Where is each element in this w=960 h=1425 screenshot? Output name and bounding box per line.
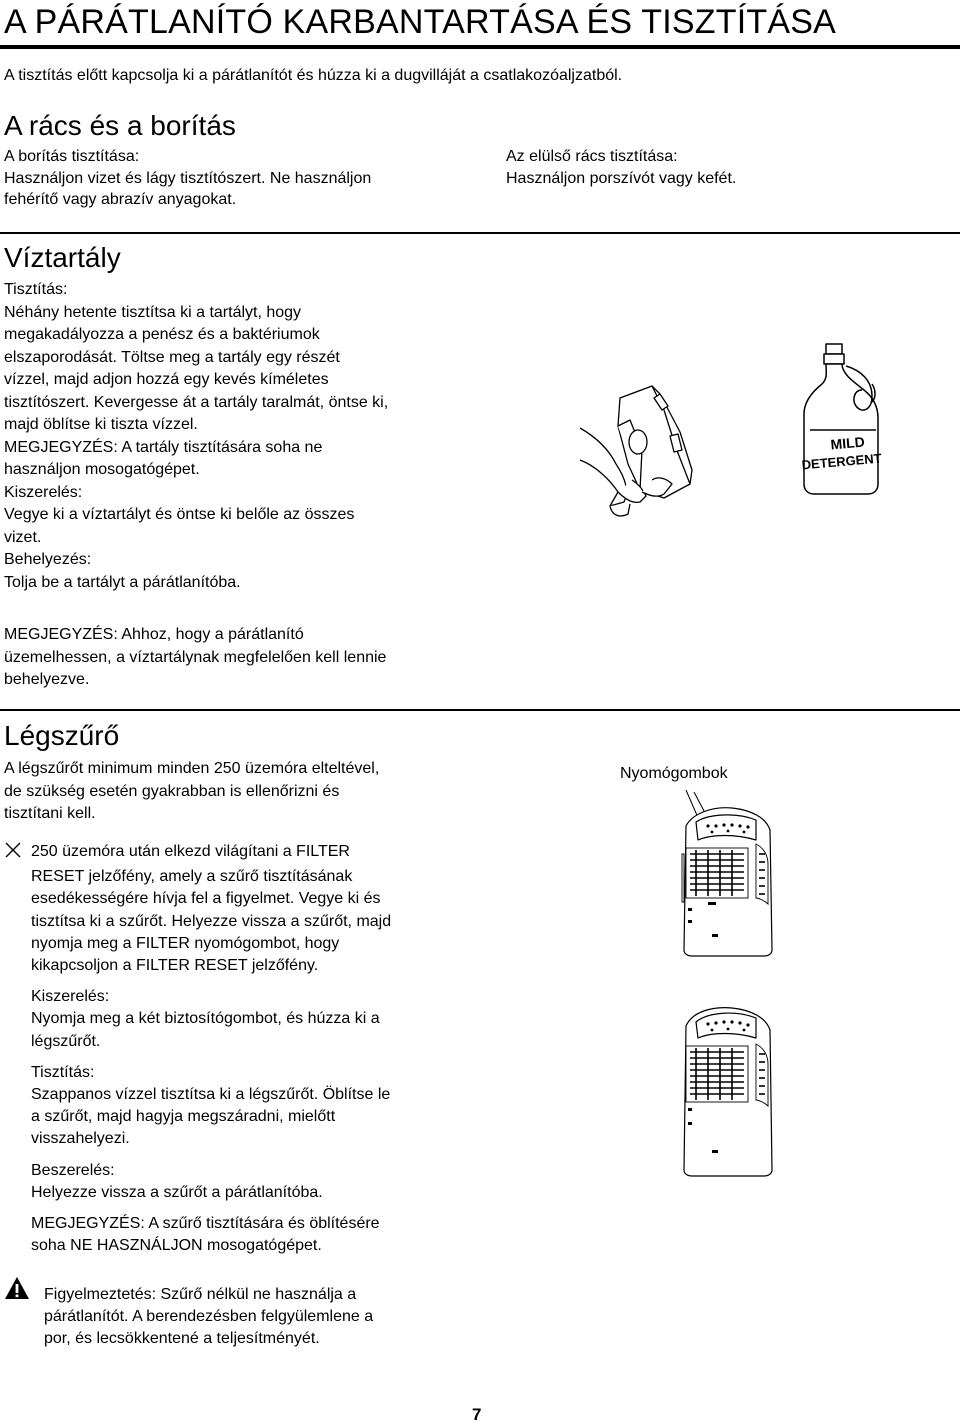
filter-bullet-line: esedékességére hívja fel a figyelmet. Vegye ki és (31, 890, 381, 908)
filter-bullet-line: 250 üzemóra után elkezd világítani a FILTER (31, 843, 350, 860)
section-heading-tank: Víztartály (4, 242, 121, 273)
filter-note-line: soha NE HASZNÁLJON mosogatógépet. (31, 1237, 322, 1255)
filter-bullet-line: RESET jelzőfény, amely a szűrő tisztításának (31, 868, 353, 886)
tank-cleaning-line: tisztítószert. Kevergesse át a tartály taralmát, öntse ki, (4, 393, 389, 411)
filter-cleaning-line: a szűrőt, majd hagyja megszáradni, mielőtt (31, 1108, 336, 1126)
indicator-light-icon (4, 841, 22, 859)
dehumidifier-front-illustration (672, 784, 782, 960)
tank-cleaning-label: Tisztítás: (4, 281, 68, 298)
warning-line: por, és lecsökkentené a teljesítményét. (44, 1330, 320, 1347)
tank-cleaning-line: elszaporodását. Töltse meg a tartály egy részét (4, 348, 340, 366)
filter-cleaning-line: Szappanos vízzel tisztítsa ki a légszűrőt. Öblítse le (31, 1086, 391, 1104)
filter-intro-line: de szükség esetén gyakrabban is ellenőrizni és (4, 782, 340, 800)
tank-cleaning-line: majd öblítse ki tiszta vízzel. (4, 416, 198, 433)
tank-note-line: MEGJEGYZÉS: A tartály tisztítására soha ne (4, 438, 323, 456)
section-rule (0, 709, 960, 711)
warning-line: Figyelmeztetés: Szűrő nélkül ne használja a (44, 1286, 357, 1303)
tank-note2-line: MEGJEGYZÉS: Ahhoz, hogy a párátlanító (4, 626, 304, 643)
filter-intro-block (4, 758, 379, 826)
front-grille-label: Az elülső rács tisztítása: (506, 148, 678, 165)
filter-bullet-line: nyomja meg a FILTER nyomógombot, hogy (31, 934, 340, 952)
front-grille-block (506, 146, 736, 189)
tank-cleaning-line: Néhány hetente tisztítsa ki a tartályt, hogy (4, 303, 302, 321)
filter-install-label: Beszerelés: (31, 1161, 115, 1179)
filter-removal-label: Kiszerelés: (31, 988, 110, 1006)
tank-cleaning-line: megakadályozza a penész és a baktériumok (4, 326, 320, 343)
page-title: A PÁRÁTLANÍTÓ KARBANTARTÁSA ÉS TISZTÍTÁSA (4, 3, 836, 41)
buttons-callout-label: Nyomógombok (620, 765, 728, 782)
warning-text-block (44, 1284, 373, 1350)
bottle-label-mild: MILD (829, 433, 866, 453)
dehumidifier-filter-illustration (672, 1000, 782, 1180)
tank-removal-line: Vegye ki a víztartályt és öntse ki belőle az összes (4, 506, 355, 523)
cover-cleaning-label: A borítás tisztítása: (4, 148, 140, 165)
bottle-label-detergent: DETERGENT (801, 450, 883, 473)
warning-line: párátlanítót. A berendezésben felgyülemlene a (44, 1308, 374, 1325)
filter-intro-line: tisztítani kell. (4, 805, 96, 822)
tank-install-text: Tolja be a tartályt a párátlanítóba. (4, 573, 241, 591)
tank-note-line: használjon mosogatógépet. (4, 461, 200, 478)
filter-intro-line: A légszűrőt minimum minden 250 üzemóra elteltével, (4, 760, 380, 777)
filter-cleaning-label: Tisztítás: (31, 1063, 95, 1081)
filter-removal-line: légszűrőt. (31, 1032, 101, 1050)
section-rule (0, 232, 960, 234)
tank-removal-illustration (580, 380, 710, 520)
filter-steps-block (31, 841, 391, 1257)
page-number: 7 (472, 1405, 482, 1424)
tank-note2-line: behelyezve. (4, 671, 90, 688)
filter-bullet-line: kikapcsoljon a FILTER RESET jelzőfény. (31, 957, 319, 975)
warning-icon (4, 1276, 30, 1300)
front-grille-text: Használjon porszívót vagy kefét. (506, 169, 737, 187)
cover-cleaning-line: Használjon vizet és lágy tisztítószert. Ne használjon (4, 169, 372, 187)
filter-install-text: Helyezze vissza a szűrőt a párátlanítóba. (31, 1183, 323, 1201)
cover-cleaning-block (4, 146, 371, 211)
tank-note2-block (4, 624, 386, 692)
tank-removal-label: Kiszerelés: (4, 483, 83, 501)
section-heading-filter: Légszűrő (4, 720, 120, 751)
filter-note-line: MEGJEGYZÉS: A szűrő tisztítására és öblítésére (31, 1215, 380, 1233)
detergent-bottle-illustration (802, 344, 882, 494)
filter-bullet-line: tisztítsa ki a szűrőt. Helyezze vissza a szűrőt, majd (31, 912, 392, 930)
tank-text-block (4, 279, 388, 594)
tank-install-label: Behelyezés: (4, 551, 92, 568)
filter-cleaning-line: visszahelyezi. (31, 1130, 130, 1148)
tank-removal-line: vizet. (4, 528, 42, 546)
tank-cleaning-line: vízzel, majd adjon hozzá egy kevés kíméletes (4, 371, 329, 388)
cover-cleaning-line: fehérítő vagy abrazív anyagokat. (4, 191, 237, 208)
title-rule (0, 45, 960, 49)
filter-removal-line: Nyomja meg a két biztosítógombot, és húzza ki a (31, 1010, 380, 1028)
tank-note2-line: üzemelhessen, a víztartálynak megfelelően kell lennie (4, 648, 387, 666)
intro-text: A tisztítás előtt kapcsolja ki a párátlanítót és húzza ki a dugvilláját a csatlakozóaljzatból. (4, 67, 623, 84)
section-heading-grille: A rács és a borítás (4, 110, 236, 141)
